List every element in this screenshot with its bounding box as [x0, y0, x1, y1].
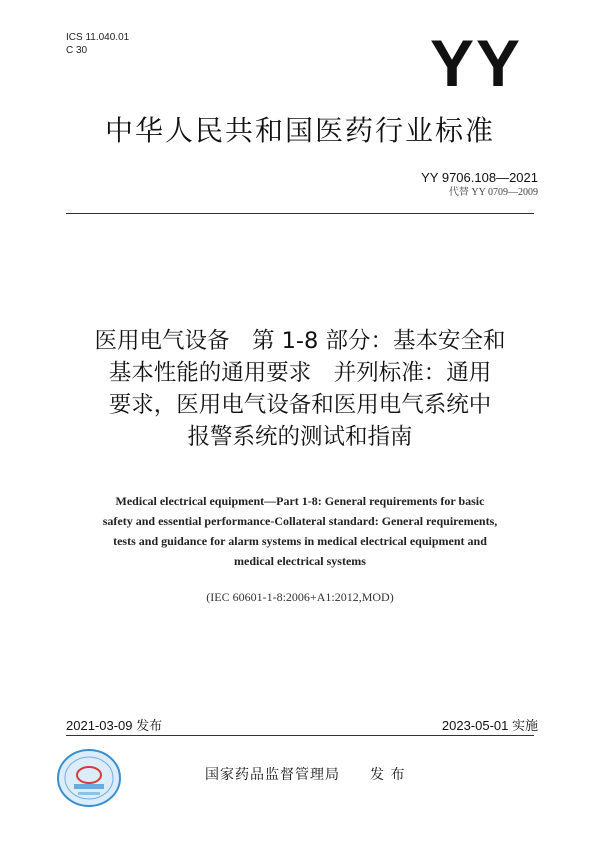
footer-divider — [66, 735, 534, 736]
title-en-line: Medical electrical equipment—Part 1-8: General requirements for basic — [115, 494, 485, 508]
classification-codes — [66, 31, 129, 57]
standard-type-title: 中华人民共和国医药行业标准 — [104, 114, 495, 147]
anti-counterfeit-stamp — [56, 748, 122, 808]
title-cn-line: 医用电气设备 第 1-8 部分：基本安全和 — [94, 328, 506, 354]
equivalence-note: (IEC 60601-1-8:2006+A1:2012,MOD) — [206, 590, 394, 604]
title-en-line: tests and guidance for alarm systems in medical electrical equipment and — [113, 534, 487, 548]
issuing-authority: 国家药品监督管理局 发 布 — [205, 767, 406, 783]
ccs-code: C 30 — [66, 45, 88, 56]
standard-number: YY 9706.108—2021 — [421, 170, 538, 185]
title-en-line: safety and essential performance-Collateral standard: General requirements, — [102, 514, 498, 528]
yy-logo: YY — [429, 26, 522, 100]
title-cn-line: 要求，医用电气设备和医用电气系统中 — [108, 392, 492, 418]
stamp-graphic — [56, 748, 122, 808]
header-divider — [66, 213, 534, 214]
title-cn-line: 报警系统的测试和指南 — [187, 424, 413, 450]
title-cn-line: 基本性能的通用要求 并列标准：通用 — [108, 360, 492, 386]
ics-code: ICS 11.040.01 — [66, 32, 130, 43]
title-english — [70, 491, 530, 571]
implement-date: 2023-05-01 实施 — [441, 718, 538, 733]
publish-date: 2021-03-09 发布 — [66, 718, 163, 733]
title-chinese — [40, 325, 560, 453]
title-en-line: medical electrical systems — [234, 554, 366, 568]
replaces-note: 代替 YY 0709—2009 — [448, 187, 538, 198]
standard-number-block — [421, 170, 538, 200]
